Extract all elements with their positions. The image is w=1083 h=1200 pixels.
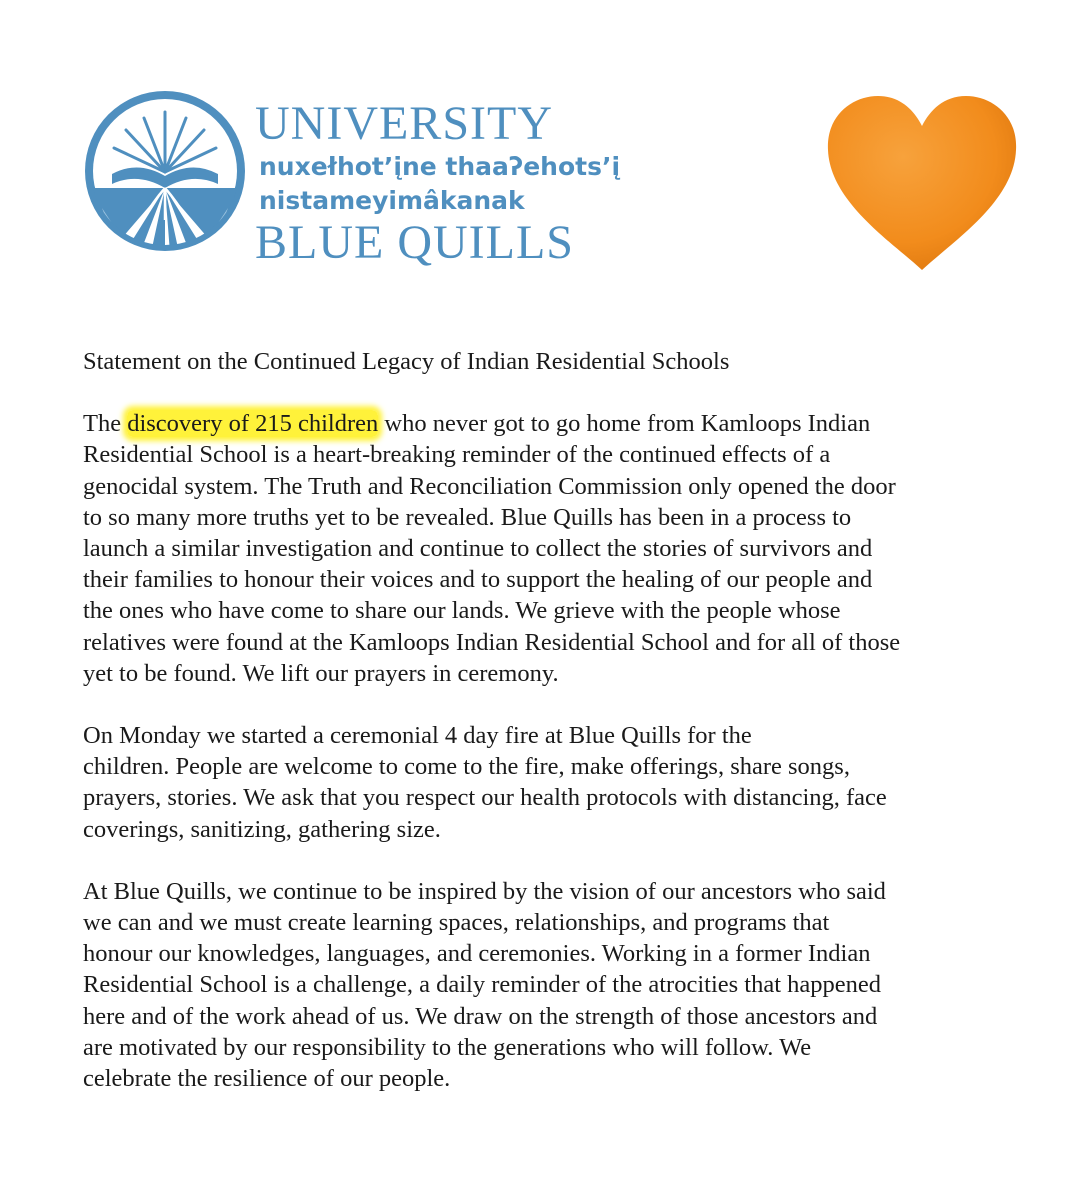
paragraph-line: to so many more truths yet to be revealed. Blue Quills has been in a process to (83, 503, 852, 531)
statement-title: Statement on the Continued Legacy of Indian Residential Schools (83, 348, 730, 375)
paragraph-line: prayers, stories. We ask that you respect our health protocols with distancing, face (83, 784, 887, 812)
paragraph-line: Residential School is a heart-breaking reminder of the continued effects of a (83, 441, 831, 469)
paragraph-line: the ones who have come to share our lands. We grieve with the people whose (83, 597, 841, 625)
paragraph-1 (83, 408, 1043, 689)
highlighted-phrase: discovery of 215 children (127, 410, 379, 438)
paragraph-line: coverings, sanitizing, gathering size. (83, 815, 441, 843)
logo-university: UNIVERSITY (255, 97, 553, 150)
paragraph-line: are motivated by our responsibility to the generations who will follow. We (83, 1033, 812, 1061)
paragraph-line: Residential School is a challenge, a daily reminder of the atrocities that happened (83, 971, 882, 999)
paragraph-line: we can and we must create learning spaces, relationships, and programs that (83, 909, 830, 937)
logo-dene-line: nuxełhot’įne thaaʔehots’į (259, 152, 621, 181)
paragraph-line: On Monday we started a ceremonial 4 day fire at Blue Quills for the (83, 722, 752, 750)
paragraph-3 (83, 876, 1043, 1094)
orange-heart-icon (822, 92, 1022, 274)
logo-wordmark (255, 97, 621, 269)
paragraph-line: celebrate the resilience of our people. (83, 1065, 451, 1093)
paragraph-line: their families to honour their voices and to support the healing of our people and (83, 566, 873, 594)
paragraph-line: genocidal system. The Truth and Reconciliation Commission only opened the door (83, 472, 896, 500)
paragraph-line: honour our knowledges, languages, and ceremonies. Working in a former Indian (83, 940, 871, 968)
paragraph-line: At Blue Quills, we continue to be inspired by the vision of our ancestors who said (83, 877, 886, 905)
letterhead (0, 0, 1083, 300)
paragraph-line: children. People are welcome to come to the fire, make offerings, share songs, (83, 753, 850, 781)
logo-blue-quills: BLUE QUILLS (255, 216, 574, 269)
paragraph-2 (83, 720, 1043, 845)
statement-document (83, 346, 1043, 1125)
paragraph-line: relatives were found at the Kamloops Indian Residential School and for all of those (83, 628, 901, 656)
book-with-quills-emblem-icon (82, 88, 248, 254)
logo-cree-line: nistameyimâkanak (259, 186, 525, 215)
paragraph-line: launch a similar investigation and continue to collect the stories of survivors and (83, 535, 873, 563)
paragraph-1-line-1: The discovery of 215 children who never got to go home from Kamloops Indian (83, 410, 871, 438)
paragraph-line: here and of the work ahead of us. We draw on the strength of those ancestors and (83, 1002, 878, 1030)
paragraph-line: yet to be found. We lift our prayers in ceremony. (83, 659, 559, 687)
